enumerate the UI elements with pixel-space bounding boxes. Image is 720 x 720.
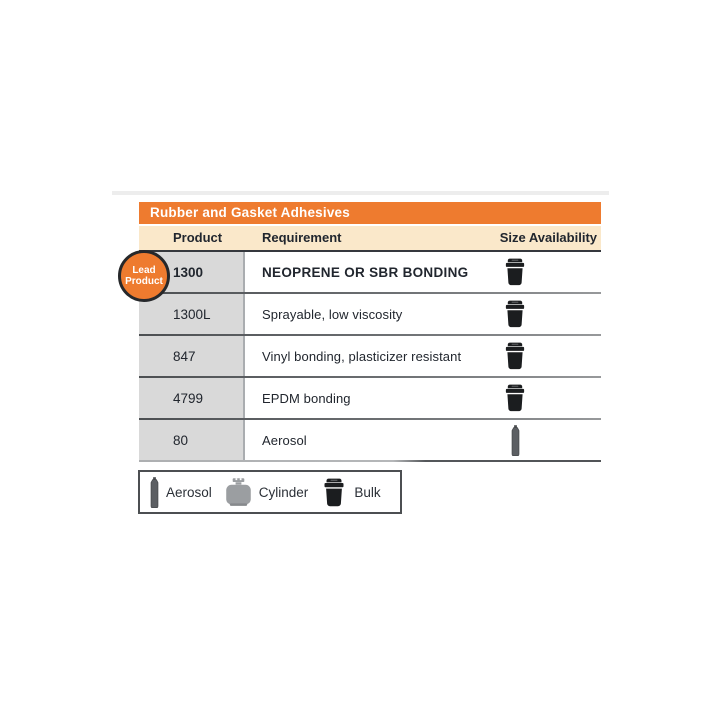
requirement-cell — [262, 252, 468, 292]
aerosol-icon — [511, 425, 520, 456]
size-availability-cell — [497, 252, 533, 292]
table-row-1300L — [139, 294, 601, 334]
legend-item-bulk — [321, 478, 380, 507]
product-value: 80 — [173, 432, 189, 448]
product-cell — [139, 336, 245, 376]
size-availability-cell — [497, 420, 533, 460]
legend-item-aerosol — [150, 477, 212, 508]
product-value: 1300 — [173, 264, 204, 280]
product-value: 1300L — [173, 306, 211, 322]
requirement-value: Aerosol — [262, 432, 307, 448]
aerosol-icon — [150, 477, 159, 508]
requirement-cell — [262, 336, 461, 376]
column-header-product: Product — [173, 230, 223, 245]
adhesives-table — [139, 202, 601, 462]
product-value: 847 — [173, 348, 196, 364]
requirement-cell — [262, 378, 351, 418]
product-cell — [139, 420, 245, 460]
product-value: 4799 — [173, 390, 204, 406]
size-legend — [138, 470, 402, 514]
legend-label-bulk: Bulk — [354, 484, 381, 500]
product-cell — [139, 294, 245, 334]
lead-product-badge — [118, 250, 170, 302]
table-row-1300 — [139, 252, 601, 292]
bulk-icon — [321, 478, 347, 507]
requirement-cell — [262, 294, 402, 334]
column-header-requirement: Requirement — [262, 230, 342, 245]
table-column-header-row — [139, 226, 601, 250]
requirement-value: Vinyl bonding, plasticizer resistant — [262, 348, 462, 364]
table-row-847 — [139, 336, 601, 376]
size-availability-cell — [497, 336, 533, 376]
requirement-value: EPDM bonding — [262, 390, 351, 406]
size-availability-cell — [497, 378, 533, 418]
requirement-cell — [262, 420, 307, 460]
cylinder-icon — [225, 478, 252, 507]
product-cell — [139, 378, 245, 418]
requirement-value: NEOPRENE OR SBR BONDING — [262, 264, 469, 280]
lead-badge-line2: Product — [125, 276, 163, 287]
legend-item-cylinder — [225, 478, 309, 507]
table-row-4799 — [139, 378, 601, 418]
lead-badge-line1: Lead — [132, 265, 156, 276]
table-row-80 — [139, 420, 601, 460]
column-header-size-availability: Size Availability — [499, 230, 597, 245]
table-title: Rubber and Gasket Adhesives — [150, 205, 350, 220]
bulk-icon — [503, 384, 527, 412]
requirement-value: Sprayable, low viscosity — [262, 306, 403, 322]
table-title-bar — [139, 202, 601, 224]
bulk-icon — [503, 342, 527, 370]
table-bottom-border — [139, 460, 601, 462]
page-divider-line — [112, 191, 609, 195]
bulk-icon — [503, 300, 527, 328]
bulk-icon — [503, 258, 527, 286]
size-availability-cell — [497, 294, 533, 334]
legend-label-aerosol: Aerosol — [166, 484, 212, 500]
legend-label-cylinder: Cylinder — [258, 484, 309, 500]
